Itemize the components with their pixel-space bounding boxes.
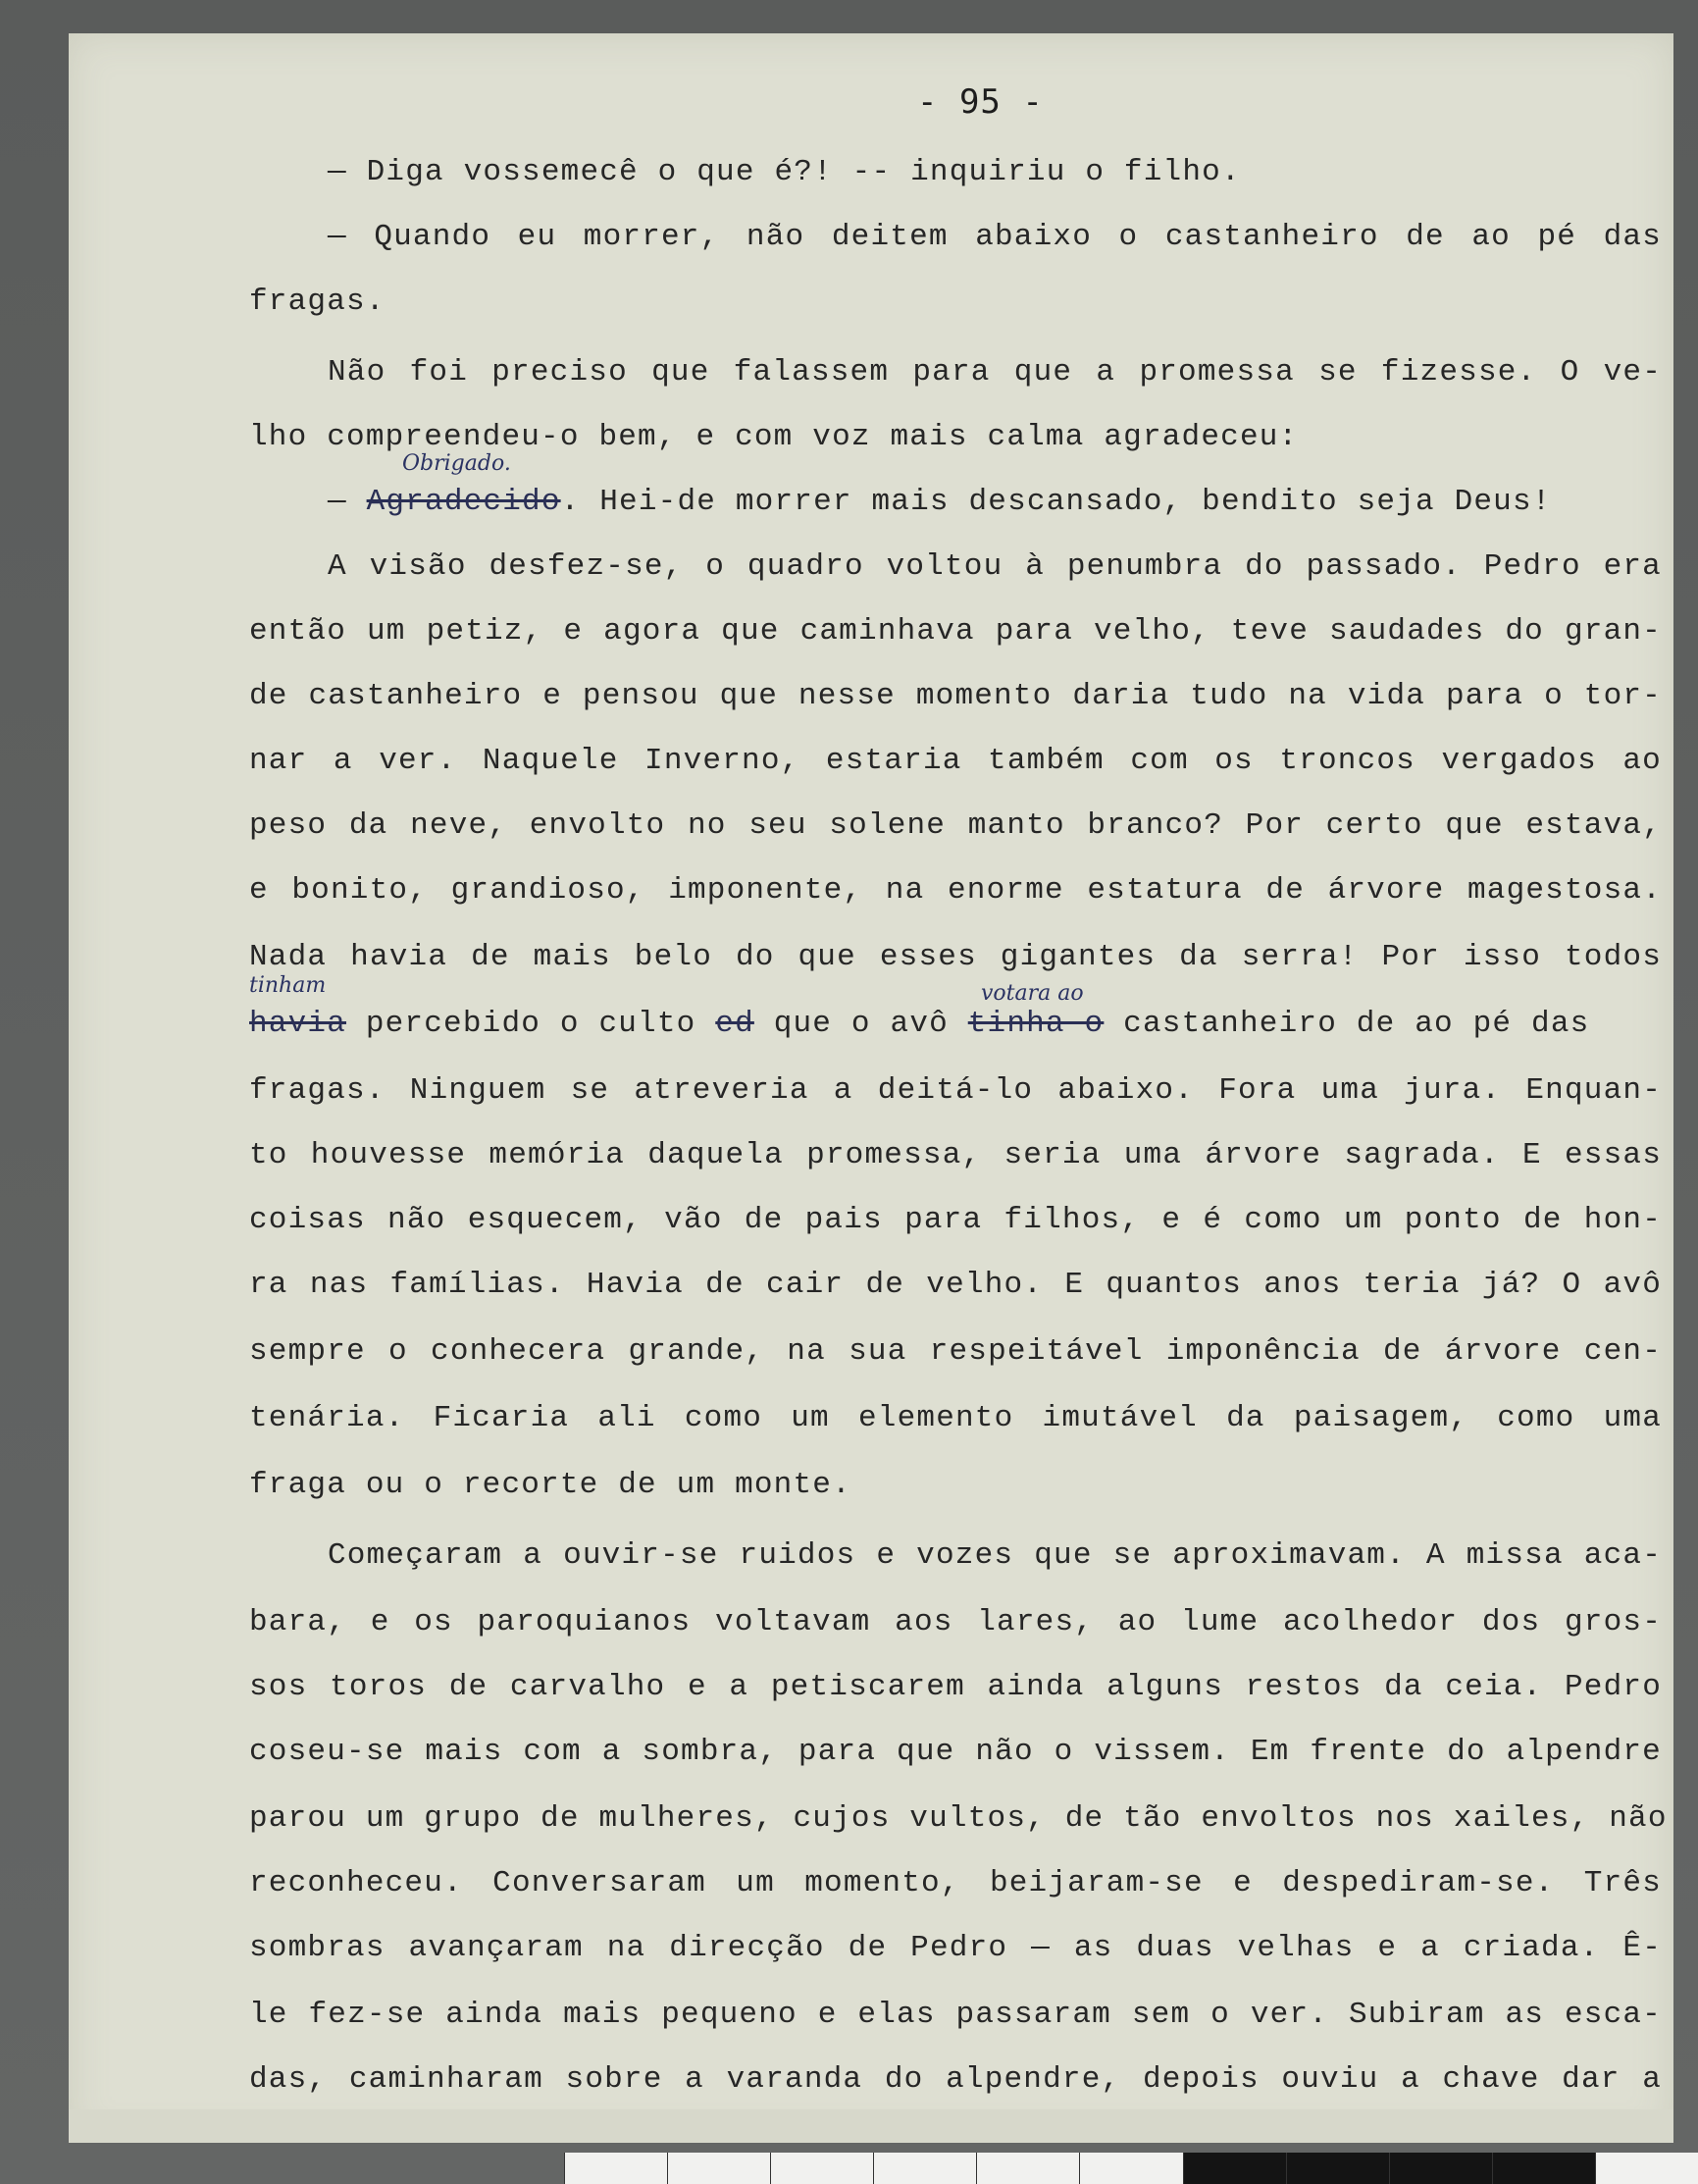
struck-word-3: ed [715, 1007, 754, 1041]
text-line-20: tenária. Ficaria ali como um elemento imutável da paisagem, como uma [249, 1401, 1662, 1435]
calibration-scale [564, 2153, 1698, 2184]
scale-segment [770, 2153, 873, 2184]
text-line-12: e bonito, grandioso, imponente, na enorme estatura de árvore magestosa. [249, 873, 1662, 908]
text-line-16: to houvesse memória daquela promessa, seria uma árvore sagrada. E essas [249, 1138, 1662, 1172]
text-line-21: fraga ou o recorte de um monte. [249, 1468, 851, 1502]
text-line-7: A visão desfez-se, o quadro voltou à penumbra do passado. Pedro era [328, 549, 1662, 584]
text-line-28: sombras avançaram na direcção de Pedro — as duas velhas e a criada. Ê- [249, 1931, 1662, 1965]
text-line-27: reconheceu. Conversaram um momento, beijaram-se e despediram-se. Três [249, 1866, 1662, 1900]
text-line-4: Não foi preciso que falassem para que a promessa se fizesse. O ve- [328, 355, 1662, 390]
text-line-17: coisas não esquecem, vão de pais para filhos, e é como um ponto de hon- [249, 1203, 1662, 1237]
struck-word-1: Agradecido [366, 485, 561, 519]
scale-segment [976, 2153, 1079, 2184]
handwritten-insert-2: tinham [249, 973, 327, 998]
scale-segment [1079, 2153, 1182, 2184]
text-line-26: parou um grupo de mulheres, cujos vultos, de tão envoltos nos xailes, não [249, 1801, 1668, 1836]
scale-segment [1492, 2153, 1595, 2184]
scale-segment [1389, 2153, 1492, 2184]
text-line-2: — Quando eu morrer, não deitem abaixo o castanheiro de ao pé das [328, 220, 1662, 254]
text-line-18: ra nas famílias. Havia de cair de velho. E quantos anos teria já? O avô [249, 1268, 1662, 1302]
text-line-30: das, caminharam sobre a varanda do alpendre, depois ouviu a chave dar a [249, 2062, 1662, 2097]
text-line-25: coseu-se mais com a sombra, para que não o vissem. Em frente do alpendre [249, 1735, 1662, 1769]
text-line-10: nar a ver. Naquele Inverno, estaria também com os troncos vergados ao [249, 744, 1662, 778]
handwritten-insert-1: Obrigado. [402, 451, 511, 476]
scale-segment [1183, 2153, 1286, 2184]
text-line-13: Nada havia de mais belo do que esses gigantes da serra! Por isso todos [249, 940, 1662, 974]
text-line-9: de castanheiro e pensou que nesse momento daria tudo na vida para o tor- [249, 679, 1662, 713]
scale-segment [1595, 2153, 1698, 2184]
text-line-14: havia percebido o culto ed que o avô tinha o castanheiro de ao pé das [249, 1007, 1590, 1041]
text-line-19: sempre o conhecera grande, na sua respeitável imponência de árvore cen- [249, 1334, 1662, 1369]
text-line-5: lho compreendeu-o bem, e com voz mais calma agradeceu: [249, 420, 1299, 454]
text-line-8: então um petiz, e agora que caminhava para velho, teve saudades do gran- [249, 614, 1662, 649]
text-line-11: peso da neve, envolto no seu solene manto branco? Por certo que estava, [249, 808, 1662, 843]
text-line-29: le fez-se ainda mais pequeno e elas passaram sem o ver. Subiram as esca- [249, 1998, 1662, 2032]
handwritten-insert-4: votara ao [981, 981, 1084, 1006]
text-line-23: bara, e os paroquianos voltavam aos lares, ao lume acolhedor dos gros- [249, 1605, 1662, 1639]
text-line-15: fragas. Ninguem se atreveria a deitá-lo abaixo. Fora uma jura. Enquan- [249, 1073, 1662, 1108]
struck-word-2: havia [249, 1007, 347, 1041]
scale-segment [667, 2153, 770, 2184]
scale-segment [564, 2153, 667, 2184]
page-number: - 95 - [917, 82, 1044, 122]
text-line-22: Começaram a ouvir-se ruidos e vozes que se aproximavam. A missa aca- [328, 1538, 1662, 1573]
text-line-3: fragas. [249, 285, 386, 319]
text-line-24: sos toros de carvalho e a petiscarem ainda alguns restos da ceia. Pedro [249, 1670, 1662, 1704]
scale-segment [873, 2153, 976, 2184]
text-line-6-prefix: — [328, 485, 367, 519]
text-line-6: Agradecido. Hei-de morrer mais descansado, bendito seja Deus! [366, 485, 1552, 519]
scale-segment [1286, 2153, 1389, 2184]
page-bottom-edge [69, 2109, 1673, 2143]
text-line-1: — Diga vossemecê o que é?! -- inquiriu o filho. [328, 155, 1241, 189]
struck-word-4: tinha o [967, 1007, 1105, 1041]
